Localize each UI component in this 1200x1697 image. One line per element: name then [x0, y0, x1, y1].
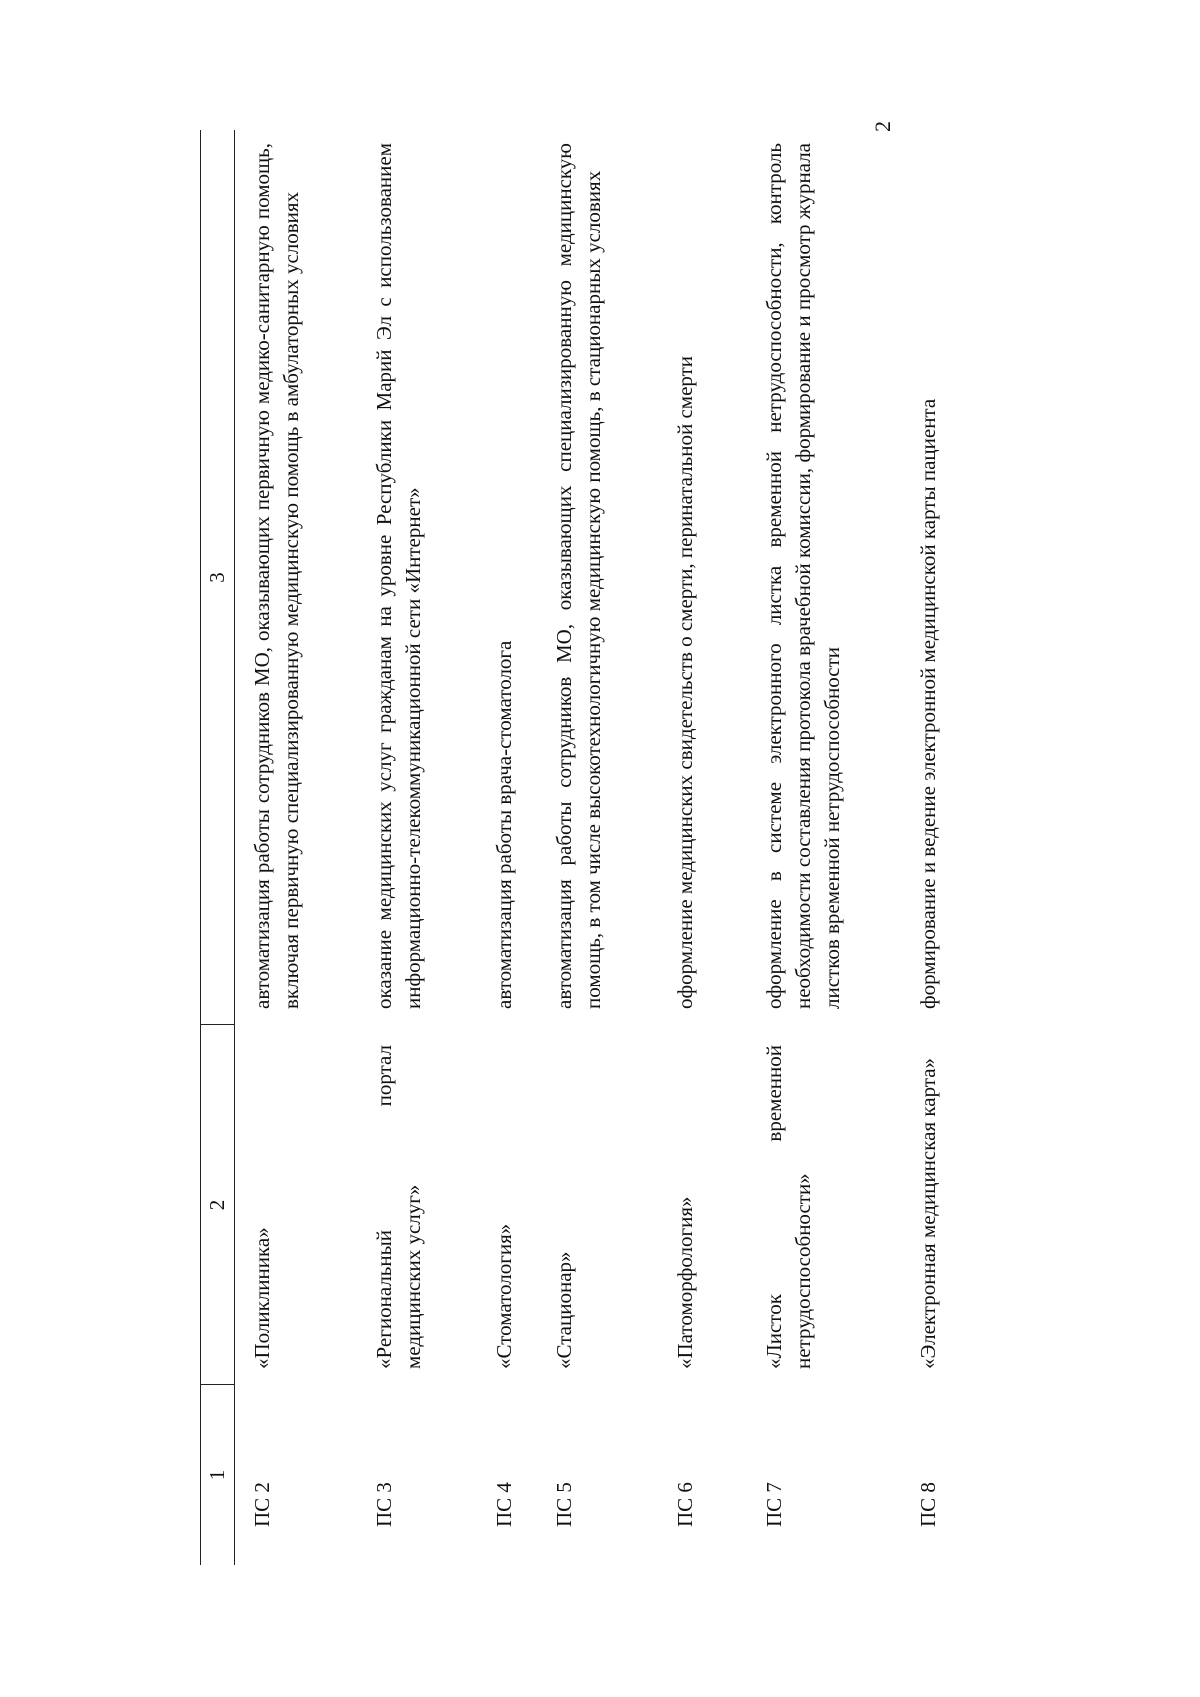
row-code: ПС 3: [372, 1482, 396, 1527]
header-bottom-rule: [234, 130, 235, 1565]
column-number-1: 1: [205, 1469, 229, 1481]
row-name: «Региональный портал медицинских услуг»: [372, 1045, 425, 1369]
header-top-rule: [200, 130, 201, 1565]
row-code: ПС 2: [250, 1482, 274, 1527]
table-row: [370, 130, 480, 1565]
row-name: «Стоматология»: [492, 1223, 516, 1369]
table-row: [671, 130, 751, 1565]
row-code: ПС 7: [762, 1482, 786, 1527]
table-row: [760, 130, 900, 1565]
row-description: автоматизация работы сотрудников МО, оказывающих первичную медико-санитарную помощь, включая первичную специализированную медицинскую помощь в амбулаторных условиях: [250, 143, 303, 1009]
row-code: ПС 5: [552, 1482, 576, 1527]
row-name: «Поликлиника»: [250, 1227, 274, 1369]
row-code: ПС 4: [492, 1482, 516, 1527]
row-description: формирование и ведение электронной медицинской карты пациента: [916, 398, 940, 1009]
table-row: [550, 130, 660, 1565]
table-row: [248, 130, 358, 1565]
row-description: автоматизация работы врача-стоматолога: [492, 640, 516, 1009]
row-name: «Стационар»: [552, 1251, 576, 1369]
column-number-3: 3: [205, 572, 229, 583]
row-name: «Листок временной нетрудоспособности»: [762, 1045, 815, 1369]
row-code: ПС 6: [673, 1482, 697, 1527]
column-number-2: 2: [205, 1199, 229, 1211]
row-description: оказание медицинских услуг гражданам на уровне Республики Марий Эл с использованием информационно-телекоммуникационной сети «Интернет»: [372, 143, 425, 1009]
rotated-table: [200, 130, 1080, 1565]
table-row: [914, 130, 994, 1565]
row-description: оформление медицинских свидетельств о смерти, перинатальной смерти: [673, 355, 697, 1009]
row-name: «Электронная медицинская карта»: [916, 1057, 940, 1369]
row-name: «Патоморфология»: [673, 1196, 697, 1369]
page-number: 2: [870, 121, 895, 132]
row-description: автоматизация работы сотрудников МО, оказывающих специализированную медицинскую помощь, в том числе высокотехнологичную медицинскую помощь, в стационарных условиях: [552, 143, 605, 1009]
table-row: [490, 130, 540, 1565]
row-code: ПС 8: [916, 1482, 940, 1527]
row-description: оформление в системе электронного листка временной нетрудоспособности, контроль необходимости составления протокола врачебной комиссии, формирование и просмотр журнала листков временной нетрудоспособности: [762, 143, 844, 1009]
